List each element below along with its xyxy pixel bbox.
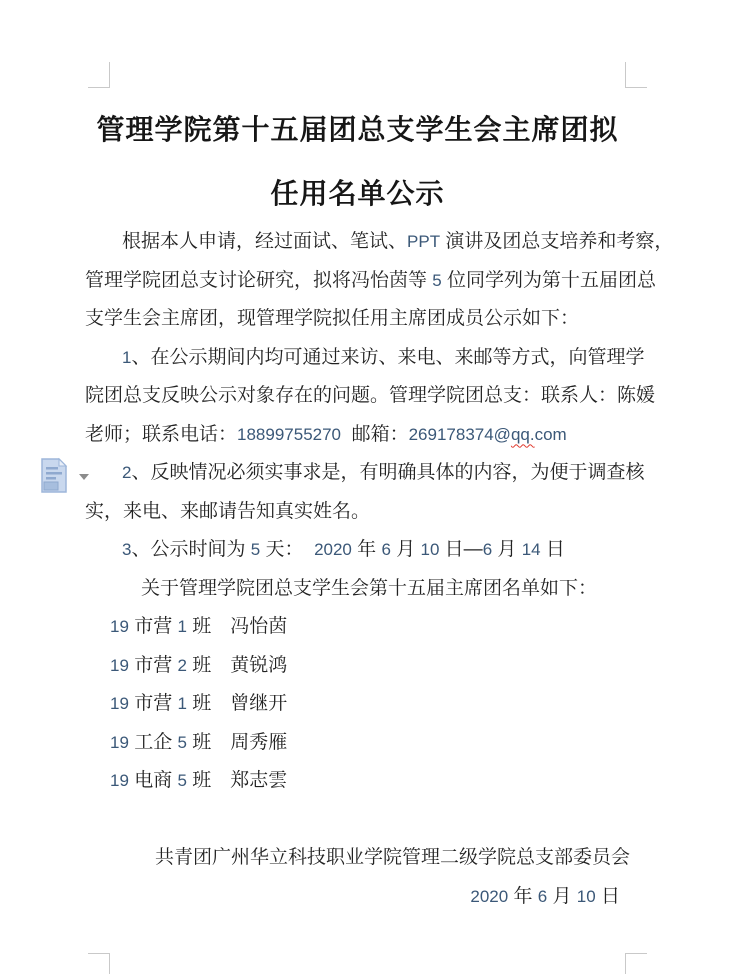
document-line — [85, 339, 645, 378]
text-segment: 市营 — [128, 616, 178, 637]
text-segment: 天： — [260, 539, 315, 560]
text-segment: 19 — [110, 655, 129, 675]
document-line — [85, 801, 630, 840]
document-line — [85, 570, 630, 609]
text-segment: 19 — [110, 732, 129, 752]
text-segment: 、反映情况必须实事求是，有明确具体的内容，为便于调查核 — [131, 462, 645, 483]
text-segment: 班 郑志雲 — [186, 770, 288, 791]
text-segment: 位同学列为第十五届团总 — [441, 269, 657, 291]
document-title-line1: 管理学院第十五届团总支学生会主席团拟 — [96, 115, 619, 146]
text-segment: 邮箱： — [341, 423, 409, 445]
text-segment: 6 — [537, 886, 548, 906]
text-segment: 3 — [122, 540, 132, 559]
text-segment: 18899755270 — [237, 424, 342, 444]
margin-crop-mark-top-left — [88, 62, 110, 88]
text-segment: 10 — [420, 540, 440, 559]
text-segment: 班 黄锐鸿 — [186, 654, 288, 676]
text-segment: 2020 — [470, 886, 509, 906]
text-segment: 市营 — [128, 654, 178, 676]
text-segment: 2 — [177, 655, 187, 675]
text-segment: 6 — [482, 540, 493, 559]
document-line — [85, 262, 657, 301]
text-segment: 5 — [432, 270, 442, 290]
text-segment: 5 — [177, 732, 187, 752]
document-line — [85, 762, 630, 801]
document-line — [85, 223, 674, 262]
text-segment: 院团总支反映公示对象存在的问题。管理学院团总支：联系人：陈媛 — [85, 385, 656, 406]
text-segment: 1 — [177, 617, 187, 636]
document-line — [85, 416, 630, 455]
text-segment: 、公示时间为 — [131, 539, 251, 560]
document-line — [85, 300, 630, 339]
text-segment: 老师；联系电话： — [85, 423, 238, 445]
text-segment: 19 — [110, 771, 129, 790]
text-segment: com — [534, 424, 567, 444]
document-line — [85, 647, 630, 686]
text-segment: 1 — [177, 694, 187, 713]
text-segment: 日 — [540, 539, 565, 560]
text-segment: 根据本人申请，经过面试、笔试、 — [122, 231, 408, 252]
text-segment: 月 — [547, 885, 577, 907]
text-segment: 月 — [390, 539, 421, 560]
text-segment: 月 — [492, 539, 522, 560]
text-segment: 2 — [122, 463, 132, 482]
text-segment: 演讲及团总支培养和考察， — [440, 231, 674, 252]
document-line — [85, 685, 630, 724]
document-title-line2: 任用名单公示 — [270, 179, 445, 210]
text-segment: 19 — [110, 694, 129, 713]
text-segment: 年 — [351, 539, 382, 560]
text-segment: 实，来电、来邮请告知真实姓名。 — [85, 500, 371, 522]
text-segment: 1 — [122, 347, 132, 367]
text-segment: 5 — [250, 540, 261, 559]
document-line — [85, 377, 656, 416]
margin-crop-mark-bottom-left — [88, 953, 110, 974]
text-segment: 年 — [508, 885, 538, 907]
text-segment: 关于管理学院团总支学生会第十五届主席团名单如下： — [141, 577, 598, 599]
text-segment: 19 — [110, 617, 129, 636]
document-line — [85, 839, 630, 878]
text-segment: 支学生会主席团，现管理学院拟任用主席团成员公示如下： — [85, 308, 580, 329]
margin-crop-mark-bottom-right — [625, 953, 647, 974]
text-segment: 5 — [177, 771, 187, 790]
document-line — [85, 454, 645, 493]
text-segment: 班 曾继开 — [186, 693, 288, 714]
text-segment: PPT — [407, 232, 441, 251]
text-segment: 10 — [576, 886, 596, 906]
document-line — [85, 493, 630, 532]
text-segment: 2020 — [314, 540, 352, 559]
text-segment: 14 — [521, 540, 541, 559]
text-segment: 管理学院团总支讨论研究，拟将冯怡茵等 — [85, 269, 433, 291]
text-segment: 市营 — [128, 693, 178, 714]
text-segment: 日— — [439, 539, 483, 560]
text-segment: 269178374@ — [408, 424, 511, 444]
text-segment: 、在公示期间内均可通过来访、来电、来邮等方式，向管理学 — [131, 346, 645, 368]
paste-options-document-icon[interactable] — [38, 456, 70, 496]
document-title — [85, 99, 630, 227]
text-segment: 班 周秀雁 — [186, 731, 288, 753]
text-segment: 日 — [595, 885, 620, 907]
document-line — [85, 724, 630, 763]
text-segment: 共青团广州华立科技职业学院管理二级学院总支部委员会 — [154, 847, 630, 868]
text-segment: 工企 — [128, 731, 178, 753]
document-line — [85, 608, 630, 647]
text-segment: 班 冯怡茵 — [186, 616, 288, 637]
margin-crop-mark-top-right — [625, 62, 647, 88]
document-body — [85, 223, 674, 916]
paste-options-widget[interactable] — [38, 456, 89, 496]
spellcheck-flagged-text: qq. — [510, 424, 535, 444]
document-line — [85, 531, 630, 570]
text-segment: 6 — [381, 540, 391, 559]
text-segment: 电商 — [128, 770, 178, 791]
document-line — [85, 878, 630, 917]
